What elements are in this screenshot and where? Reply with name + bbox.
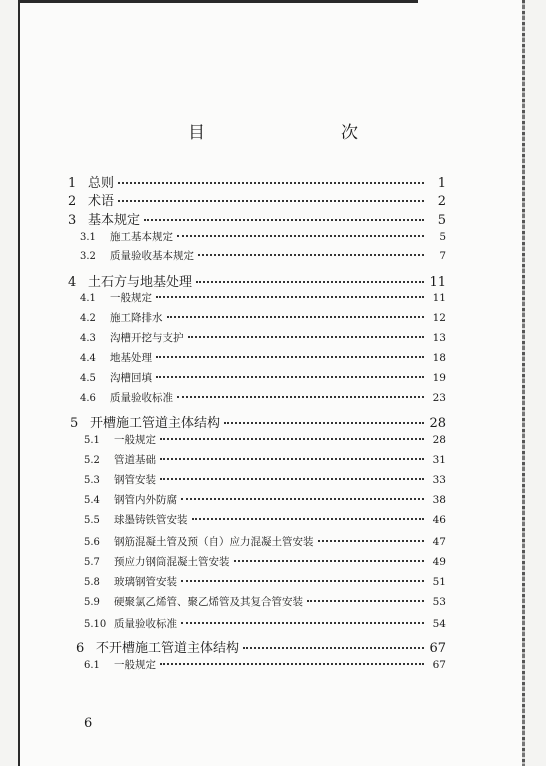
toc-entry [80,350,446,365]
toc-leader-dots [144,219,424,221]
toc-entry-page: 53 [432,596,446,608]
toc-leader-dots [118,182,424,184]
toc-entry-number: 3.1 [80,232,96,243]
toc-leader-dots [160,438,424,440]
toc-entry [80,229,446,244]
toc-entry-title: 管道基础 [114,454,156,466]
toc-leader-dots [224,422,424,424]
toc-leader-dots [167,316,425,318]
toc-entry-number: 4.5 [80,373,96,384]
toc-entry-page: 23 [432,392,446,404]
toc-leader-dots [160,663,424,665]
toc-leader-dots [177,396,424,398]
toc-entry-title: 球墨铸铁管安装 [114,514,188,526]
toc-entry-number: 5.8 [84,577,100,588]
toc-entry-page: 5 [439,231,446,243]
toc-entry-page: 54 [432,618,446,630]
toc-entry-number: 5.7 [84,557,100,568]
toc-entry [84,574,446,589]
toc-entry [84,657,446,672]
toc-entry [84,554,446,569]
toc-leader-dots [243,647,424,649]
toc-title: 目 次 [188,123,392,143]
toc-entry-page: 38 [432,494,446,506]
toc-leader-dots [307,600,424,602]
toc-entry-page: 13 [432,332,446,344]
toc-entry [84,492,446,507]
toc-leader-dots [196,281,424,283]
toc-leader-dots [181,622,424,624]
toc-entry-title: 硬聚氯乙烯管、聚乙烯管及其复合管安装 [114,596,303,608]
toc-entry [80,248,446,263]
page-number: 6 [84,716,93,731]
toc-entry-title: 总则 [88,176,115,191]
toc-entry-number: 4.6 [80,393,96,404]
toc-leader-dots [156,376,424,378]
toc-entry-title: 不开槽施工管道主体结构 [96,641,240,656]
toc-entry-title: 术语 [88,194,115,209]
toc-entry-number: 5.2 [84,455,100,466]
toc-entry-number: 5.3 [84,475,100,486]
toc-entry-title: 土石方与地基处理 [88,275,193,290]
toc-entry-number: 1 [68,176,77,191]
toc-entry-number: 5.4 [84,495,100,506]
toc-leader-dots [192,518,425,520]
toc-entry-number: 3 [68,213,77,228]
toc-entry [68,172,446,191]
toc-entry-title: 钢管内外防腐 [114,494,177,506]
toc-leader-dots [160,478,424,480]
toc-entry-page: 67 [429,641,446,656]
toc-entry-number: 5.9 [84,597,100,608]
toc-entry-title: 玻璃钢管安装 [114,576,177,588]
page-edge-right [522,0,525,766]
toc-entry-page: 11 [429,275,446,290]
toc-entry-page: 5 [437,213,446,228]
toc-entry-page: 31 [432,454,446,466]
toc-leader-dots [156,356,424,358]
toc-entry [84,432,446,447]
toc-entry-page: 19 [432,372,446,384]
toc-entry-number: 5.10 [84,619,107,630]
toc-leader-dots [181,498,424,500]
toc-entry-number: 5.6 [84,537,100,548]
toc-entry-number: 5 [70,416,79,431]
toc-entry [68,209,446,228]
toc-entry [84,472,446,487]
toc-entry-number: 5.1 [84,435,100,446]
toc-entry-page: 28 [429,416,446,431]
toc-entry-page: 47 [432,536,446,548]
toc-entry [84,452,446,467]
toc-entry-number: 3.2 [80,251,96,262]
toc-entry [80,330,446,345]
toc-entry-title: 开槽施工管道主体结构 [90,416,221,431]
toc-entry [84,616,446,631]
toc-entry-title: 钢筋混凝土管及预（自）应力混凝土管安装 [114,536,314,548]
toc-entry-number: 6.1 [84,660,100,671]
toc-entry [68,271,446,290]
toc-entry-page: 28 [432,434,446,446]
toc-entry [80,310,446,325]
toc-leader-dots [318,540,425,542]
toc-entry [70,412,446,431]
toc-entry-title: 一般规定 [114,659,156,671]
toc-leader-dots [234,560,425,562]
toc-leader-dots [160,458,424,460]
toc-entry [84,594,446,609]
toc-entry-number: 6 [76,641,85,656]
toc-entry-number: 4.1 [80,293,96,304]
toc-entry-page: 33 [432,474,446,486]
toc-leader-dots [188,336,425,338]
toc-entry-page: 51 [432,576,446,588]
toc-entry-number: 4.3 [80,333,96,344]
toc-entry-number: 4.4 [80,353,96,364]
toc-entry-title: 沟槽开挖与支护 [110,332,184,344]
toc-entry-title: 施工基本规定 [110,231,173,243]
toc-entry-page: 18 [432,352,446,364]
toc-entry-page: 2 [437,194,446,209]
toc-entry-page: 7 [439,250,446,262]
toc-entry-title: 一般规定 [110,292,152,304]
toc-entry [80,370,446,385]
toc-entry-title: 地基处理 [110,352,152,364]
toc-entry-title: 施工降排水 [110,312,163,324]
toc-entry-number: 5.5 [84,515,100,526]
toc-entry [80,390,446,405]
toc-entry [80,290,446,305]
toc-entry-title: 质量验收基本规定 [110,250,194,262]
toc-entry-title: 钢管安装 [114,474,156,486]
toc-entry [84,534,446,549]
toc-entry-page: 49 [432,556,446,568]
toc-entry-page: 11 [432,292,446,304]
toc-entry [84,512,446,527]
toc-leader-dots [118,200,424,202]
toc-entry-title: 质量验收标准 [110,392,173,404]
toc-entry-title: 沟槽回填 [110,372,152,384]
toc-leader-dots [181,580,424,582]
toc-entry-title: 质量验收标准 [114,618,177,630]
toc-entry-title: 预应力钢筒混凝土管安装 [114,556,230,568]
toc-leader-dots [198,254,424,256]
toc-entry-page: 12 [432,312,446,324]
toc-entry-page: 1 [437,176,446,191]
toc-entry-number: 2 [68,194,77,209]
toc-entry-page: 46 [432,514,446,526]
page-edge-top [18,0,418,3]
toc-entry [76,637,446,656]
toc-entry-title: 基本规定 [88,213,141,228]
page-edge-left [18,0,20,766]
toc-entry-number: 4.2 [80,313,96,324]
toc-entry-page: 67 [432,659,446,671]
toc-entry-title: 一般规定 [114,434,156,446]
toc-leader-dots [156,296,424,298]
toc-entry [68,190,446,209]
toc-leader-dots [177,235,424,237]
toc-entry-number: 4 [68,275,77,290]
